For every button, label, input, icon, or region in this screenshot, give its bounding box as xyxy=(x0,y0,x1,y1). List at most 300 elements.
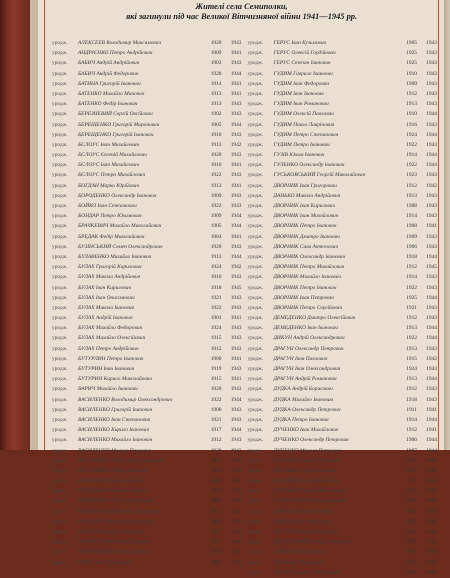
birth-year: 1920 xyxy=(210,447,222,454)
list-item xyxy=(52,537,242,547)
birth-year: 1919 xyxy=(210,366,222,372)
person-name: ДРАГУН Іван Олександрович xyxy=(273,366,341,372)
list-item xyxy=(248,384,438,394)
list-item xyxy=(248,435,438,445)
person-name: ГЕРУС Іван Кузьмович xyxy=(273,40,327,46)
death-year: 1943 xyxy=(230,518,242,525)
death-year: 1943 xyxy=(230,508,242,515)
death-year: 1943 xyxy=(426,172,437,179)
person-name: ГУДИМ Павло Лаврінович xyxy=(273,121,335,128)
person-name: ВИШНЕВСЬКИЙ Федір Юхимович xyxy=(78,508,160,515)
person-name: ДВОРНИК Михайло Іванович xyxy=(273,274,341,281)
person-name: БУЛАХ Андрій Іванович xyxy=(78,315,133,322)
death-year: 1943 xyxy=(426,498,437,505)
birth-year: 1928 xyxy=(210,70,222,77)
birth-year: 1909 xyxy=(406,233,417,240)
birth-year: 1920 xyxy=(406,467,417,474)
birth-place-label: уродж. xyxy=(52,559,68,566)
person-name: ВЕРЕЩАКА Петро Іванович xyxy=(78,478,145,485)
list-item xyxy=(52,527,242,537)
person-name: ДАНЬКО Микола Андрійович xyxy=(273,192,341,199)
birth-place-label: уродж. xyxy=(247,40,264,46)
birth-place-label: уродж. xyxy=(247,447,264,454)
person-name: ГЕРУС Іван Тимонович xyxy=(78,559,132,566)
person-name: БУЛАХ Михайло Олексійович xyxy=(78,335,146,342)
list-item xyxy=(52,446,242,456)
person-name: БУТУРИН Іван Іванович xyxy=(78,366,135,372)
birth-year: 1925 xyxy=(406,294,417,301)
birth-place-label: уродж. xyxy=(52,203,68,209)
list-item xyxy=(248,537,438,547)
birth-place-label: уродж. xyxy=(52,70,68,77)
list-item xyxy=(52,79,242,89)
birth-year: 1912 xyxy=(406,264,417,271)
death-year: 1943 xyxy=(230,172,242,179)
list-item xyxy=(52,395,242,405)
list-item xyxy=(248,99,438,109)
death-year: 1943 xyxy=(426,121,437,128)
list-item xyxy=(52,435,242,445)
birth-place-label: уродж. xyxy=(52,90,68,97)
person-name: ДВОРНИК Сава Антонович xyxy=(273,243,339,250)
birth-place-label: уродж. xyxy=(52,457,68,464)
person-name: БЄЛОУС Іван Михайлович xyxy=(78,162,140,169)
birth-place-label: уродж. xyxy=(52,366,68,372)
list-item xyxy=(248,252,438,262)
list-item xyxy=(52,354,242,364)
person-name: ДУЧЕНКО Олександр Петрович xyxy=(273,437,349,444)
birth-place-label: уродж. xyxy=(247,396,264,403)
person-name: ДВОРНИК Петро Михайлович xyxy=(273,264,345,271)
list-item xyxy=(248,211,438,221)
birth-year: 1902 xyxy=(210,111,222,118)
person-name: ДУЧЕНКО Іван Михайлович xyxy=(273,427,339,434)
death-year: 1943 xyxy=(426,539,437,546)
death-year: 1943 xyxy=(426,457,437,464)
list-item xyxy=(52,69,242,79)
death-year: 1943 xyxy=(426,70,437,77)
birth-year: 1921 xyxy=(406,304,417,311)
person-name: ДЕМЕДЕНКО Іван Іванович xyxy=(273,325,338,332)
birth-year: 1913 xyxy=(210,182,222,189)
birth-place-label: уродж. xyxy=(52,518,68,525)
birth-place-label: уродж. xyxy=(52,478,68,485)
death-year: 1941 xyxy=(230,315,242,322)
birth-year: 1901 xyxy=(210,315,222,322)
birth-place-label: уродж. xyxy=(52,264,68,271)
person-name: БОГДАН Марко Юрійович xyxy=(78,182,140,189)
birth-place-label: уродж. xyxy=(247,335,264,342)
list-item xyxy=(248,527,438,537)
birth-place-label: уродж. xyxy=(247,203,264,209)
birth-year: 1907 xyxy=(406,478,417,485)
death-year: 1944 xyxy=(426,569,437,576)
death-year: 1943 xyxy=(426,559,437,566)
death-year: 1941 xyxy=(230,90,242,97)
birth-year: 1910 xyxy=(406,549,417,556)
person-name: БЄЛОУС Іван Михайлович xyxy=(78,141,140,148)
birth-year: 1922 xyxy=(210,304,222,311)
list-item xyxy=(248,181,438,191)
birth-place-label: уродж. xyxy=(247,294,264,301)
list-item xyxy=(52,89,242,99)
birth-place-label: уродж. xyxy=(247,131,264,138)
death-year: 1943 xyxy=(230,40,242,46)
person-name: БУТУРИН Кирило Миколайович xyxy=(78,376,152,383)
birth-place-label: уродж. xyxy=(247,549,264,556)
person-name: ДВОРНИК Петро Сергійович xyxy=(273,304,343,311)
death-year: 1943 xyxy=(230,437,242,444)
person-name: БЄЛОУС Петро Михайлович xyxy=(78,172,146,179)
birth-place-label: уродж. xyxy=(247,467,264,474)
list-item xyxy=(248,58,438,68)
person-name: БРЕДАК Федір Миколайович xyxy=(78,233,145,240)
list-item xyxy=(52,181,242,191)
birth-year: 1920 xyxy=(406,559,417,566)
birth-year: 1907 xyxy=(406,447,417,454)
person-name: ГАВРИЛЕНКО Петро Іванович xyxy=(78,549,151,556)
death-year: 1943 xyxy=(426,304,437,311)
list-item xyxy=(52,211,242,221)
death-year: 1943 xyxy=(230,203,242,209)
death-year: 1942 xyxy=(230,549,242,556)
list-item xyxy=(248,374,438,384)
person-name: ЗАГУЛА Микола Федорович xyxy=(273,529,338,535)
birth-place-label: уродж. xyxy=(247,284,264,291)
birth-place-label: уродж. xyxy=(247,437,264,444)
death-year: 1943 xyxy=(426,396,437,403)
death-year: 1943 xyxy=(230,60,242,67)
birth-year: 1905 xyxy=(406,40,417,46)
birth-place-label: уродж. xyxy=(247,121,264,128)
death-year: 1942 xyxy=(230,478,242,485)
birth-year: 1909 xyxy=(210,213,222,220)
birth-place-label: уродж. xyxy=(247,498,264,505)
death-year: 1944 xyxy=(230,223,242,230)
person-name: ЗАЇКА Андрій Іванович xyxy=(273,549,327,556)
left-red-rule xyxy=(44,0,45,450)
death-year: 1944 xyxy=(426,335,437,342)
birth-place-label: уродж. xyxy=(52,182,68,189)
list-item xyxy=(52,99,242,109)
birth-place-label: уродж. xyxy=(247,406,264,413)
birth-year: 1913 xyxy=(210,467,222,474)
person-name: ДУЧЕНКО Микола Петрович xyxy=(273,447,342,454)
death-year: 1944 xyxy=(426,111,437,118)
death-year: 1944 xyxy=(230,121,242,128)
birth-place-label: уродж. xyxy=(52,162,68,169)
person-name: ДУДКА Андрій Борисович xyxy=(273,386,333,393)
birth-year: 1913 xyxy=(210,488,222,495)
birth-year: 1922 xyxy=(210,172,222,179)
death-year: 1943 xyxy=(426,40,437,46)
birth-year: 1912 xyxy=(210,437,222,444)
list-item xyxy=(52,160,242,170)
person-name: ГУСЬКОВСЬКИЙ Георгій Миколайович xyxy=(273,172,366,179)
list-item xyxy=(52,293,242,303)
person-name: ГУДИМ Іван Іванович xyxy=(273,90,324,97)
person-name: БАТИНА Григорій Іванович xyxy=(78,80,141,87)
list-item xyxy=(52,170,242,180)
birth-place-label: уродж. xyxy=(247,386,264,393)
list-item xyxy=(52,58,242,68)
death-year: 1941 xyxy=(426,518,437,525)
list-item xyxy=(248,140,438,150)
person-name: ДВОРНИК Петро Іванович xyxy=(273,223,337,230)
birth-year: 1912 xyxy=(406,427,417,434)
person-name: БУЛАХ Петро Андрійович xyxy=(78,345,139,352)
birth-year: 1910 xyxy=(406,111,417,118)
death-year: 1943 xyxy=(426,488,437,495)
list-item xyxy=(248,496,438,506)
birth-year: 1914 xyxy=(406,274,417,281)
birth-place-label: уродж. xyxy=(247,80,264,87)
person-name: ЗАЇКА Іван Петрович xyxy=(273,559,324,566)
birth-year: 1922 xyxy=(406,141,417,148)
birth-place-label: уродж. xyxy=(247,172,264,179)
birth-year: 1913 xyxy=(406,345,417,352)
death-year: 1943 xyxy=(426,60,437,67)
birth-year: 1900 xyxy=(210,355,222,362)
person-name: БУЛАХ Микола Андрійович xyxy=(78,274,141,281)
birth-place-label: уродж. xyxy=(52,467,68,474)
list-item xyxy=(248,293,438,303)
person-name: ГУДИМ Іван Романович xyxy=(273,101,329,108)
list-item xyxy=(248,89,438,99)
death-year: 1942 xyxy=(426,182,437,189)
birth-year: 1920 xyxy=(210,243,222,250)
list-item xyxy=(248,547,438,557)
person-name: АНДРІЄНКО Петро Андрійович xyxy=(78,50,153,57)
person-name: ДВОРНИК Іван Григорович xyxy=(273,182,337,189)
person-name: БЕРЕЗНЕВИЙ Сергій Овсійович xyxy=(78,111,153,118)
birth-place-label: уродж. xyxy=(247,60,264,67)
person-name: ДВОРНИК Іван Петрович xyxy=(273,294,334,301)
list-item xyxy=(248,191,438,201)
birth-year: 1924 xyxy=(210,264,222,271)
death-year: 1943 xyxy=(426,90,437,97)
birth-place-label: уродж. xyxy=(52,223,68,230)
list-item xyxy=(248,262,438,272)
death-year: 1944 xyxy=(230,498,242,505)
list-item xyxy=(248,150,438,160)
birth-year: 1912 xyxy=(406,315,417,322)
birth-year: 1915 xyxy=(406,355,417,362)
birth-place-label: уродж. xyxy=(52,345,68,352)
death-year: 1941 xyxy=(426,406,437,413)
birth-place-label: уродж. xyxy=(52,233,68,240)
birth-year: 1913 xyxy=(406,101,417,108)
birth-year: 1920 xyxy=(210,152,222,159)
death-year: 1943 xyxy=(230,559,242,566)
death-year: 1941 xyxy=(230,355,242,362)
person-name: ГУДИМ Іван Федорович xyxy=(273,80,329,87)
birth-year: 1909 xyxy=(210,50,222,57)
death-year: 1944 xyxy=(426,549,437,556)
death-year: 1943 xyxy=(230,294,242,301)
person-name: ДУДКА Михайло Іванович xyxy=(273,396,334,403)
birth-year: 1923 xyxy=(406,172,417,179)
birth-year: 1923 xyxy=(406,457,417,464)
birth-year: 1911 xyxy=(406,406,417,413)
birth-place-label: уродж. xyxy=(52,80,68,87)
death-year: 1943 xyxy=(426,315,437,322)
person-name: ДЕМЕДЕНКО Дмитро Олексійович xyxy=(273,315,356,322)
death-year: 1943 xyxy=(230,192,242,199)
birth-place-label: уродж. xyxy=(247,427,264,434)
person-name: ДИКУН Андрій Олександрович xyxy=(273,335,345,342)
birth-year: 1924 xyxy=(406,131,417,138)
list-item xyxy=(248,425,438,435)
person-name: ДРАГУН Іван Павлович xyxy=(273,355,328,362)
birth-place-label: уродж. xyxy=(52,508,68,515)
list-item xyxy=(248,354,438,364)
list-item xyxy=(52,323,242,333)
birth-year: 1922 xyxy=(210,203,222,209)
person-name: БАБИЧ Андрій Федорович xyxy=(78,70,139,77)
list-item xyxy=(52,252,242,262)
birth-year: 1909 xyxy=(210,192,222,199)
list-item xyxy=(52,221,242,231)
birth-year: 1907 xyxy=(406,539,417,546)
list-item xyxy=(248,333,438,343)
death-year: 1944 xyxy=(426,416,437,423)
death-year: 1944 xyxy=(230,427,242,434)
person-name: ДУДКА Олександр Петрович xyxy=(273,406,341,413)
list-item xyxy=(248,415,438,425)
birth-year: 1909 xyxy=(406,80,417,87)
list-item xyxy=(248,221,438,231)
birth-year: 1917 xyxy=(210,529,222,535)
page-header xyxy=(38,2,445,22)
person-name: БУЛАХ Михайло Федорович xyxy=(78,325,143,332)
person-name: ДУДКА Петро Іванович xyxy=(273,416,329,423)
list-item xyxy=(52,374,242,384)
list-item xyxy=(52,456,242,466)
list-item xyxy=(248,170,438,180)
person-name: ЖЕВЕДЬ Петро Іванович xyxy=(273,508,333,515)
birth-year: 1914 xyxy=(406,416,417,423)
list-item xyxy=(248,232,438,242)
birth-place-label: уродж. xyxy=(247,539,264,546)
person-name: БУЛАХ Іван Кирилович xyxy=(78,284,132,291)
birth-place-label: уродж. xyxy=(247,376,264,383)
death-year: 1944 xyxy=(426,294,437,301)
list-item xyxy=(248,405,438,415)
birth-place-label: уродж. xyxy=(52,498,68,505)
person-name: ГУДИМ Петро Степанович xyxy=(273,131,339,138)
death-year: 1944 xyxy=(426,325,437,332)
list-item xyxy=(248,446,438,456)
person-name: ДВОРНИК Іван Кирилович xyxy=(273,203,336,209)
person-name: ГАВРИЛЕНКО Андрій Іванович xyxy=(78,539,151,546)
birth-year: 1925 xyxy=(406,50,417,57)
birth-year: 1921 xyxy=(210,294,222,301)
death-year: 1942 xyxy=(426,355,437,362)
person-name: ВЛАСЕНКО Михайло Григорович xyxy=(78,518,155,525)
death-year: 1943 xyxy=(230,386,242,393)
list-item xyxy=(248,79,438,89)
person-name: ДВОРНИК Петро Іванович xyxy=(273,284,337,291)
birth-year: 1913 xyxy=(406,325,417,332)
birth-place-label: уродж. xyxy=(247,101,264,108)
death-year: 1943 xyxy=(426,478,437,485)
list-item xyxy=(248,344,438,354)
person-name: ДВОРНИК Іван Михайлович xyxy=(273,213,339,220)
birth-year: 1897 xyxy=(406,569,417,576)
list-item xyxy=(52,466,242,476)
birth-place-label: уродж. xyxy=(52,274,68,281)
list-item xyxy=(52,405,242,415)
death-year: 1943 xyxy=(426,233,437,240)
birth-year: 1912 xyxy=(406,182,417,189)
death-year: 1943 xyxy=(426,274,437,281)
birth-place-label: уродж. xyxy=(52,152,68,159)
birth-year: 1913 xyxy=(210,101,222,108)
person-name: БАБИЧ Андрій Андрійович xyxy=(78,60,140,67)
list-item xyxy=(248,38,438,48)
list-item xyxy=(248,323,438,333)
list-item xyxy=(52,496,242,506)
birth-place-label: уродж. xyxy=(247,253,264,260)
death-year: 1943 xyxy=(230,366,242,372)
person-name: ДВОРНИК Дмитро Іванович xyxy=(273,233,340,240)
person-name: ВАСИЛЕНКО Петро Іванович xyxy=(78,467,148,474)
birth-place-label: уродж. xyxy=(247,457,264,464)
birth-place-label: уродж. xyxy=(247,488,264,495)
birth-year: 1915 xyxy=(210,457,222,464)
birth-year: 1918 xyxy=(210,284,222,291)
death-year: 1943 xyxy=(230,457,242,464)
birth-place-label: уродж. xyxy=(52,121,68,128)
birth-place-label: уродж. xyxy=(247,223,264,230)
death-year: 1943 xyxy=(230,406,242,413)
birth-year: 1918 xyxy=(406,253,417,260)
death-year: 1944 xyxy=(426,437,437,444)
death-year: 1943 xyxy=(426,386,437,393)
list-item xyxy=(52,283,242,293)
person-name: ДРАГУН Олександр Петрович xyxy=(273,345,344,352)
birth-place-label: уродж. xyxy=(52,549,68,556)
list-item xyxy=(52,232,242,242)
birth-year: 1915 xyxy=(210,376,222,383)
death-year: 1944 xyxy=(426,467,437,474)
list-item xyxy=(248,486,438,496)
birth-year: 1910 xyxy=(210,162,222,169)
birth-place-label: уродж. xyxy=(247,315,264,322)
birth-place-label: уродж. xyxy=(52,192,68,199)
death-year: 1943 xyxy=(426,284,437,291)
birth-year: 1922 xyxy=(406,284,417,291)
list-item xyxy=(248,48,438,58)
person-name: ГУДИМ Олексій Павлович xyxy=(273,111,334,118)
list-item xyxy=(248,507,438,517)
birth-year: 1904 xyxy=(210,233,222,240)
birth-year: 1910 xyxy=(210,539,222,546)
person-name: ГУДИМ Гаврило Іванович xyxy=(273,70,333,77)
list-item xyxy=(248,120,438,130)
death-year: 1943 xyxy=(426,213,437,220)
birth-year: 1924 xyxy=(210,325,222,332)
header-line-2: які загинули під час Великої Вітчизняної війни 1941—1945 рр. xyxy=(125,12,358,21)
death-year: 1944 xyxy=(230,396,242,403)
birth-year: 1910 xyxy=(406,70,417,77)
death-year: 1941 xyxy=(230,50,242,57)
death-year: 1943 xyxy=(426,203,437,209)
person-name: ВАСИЛЕНКО Володимир Олександрович xyxy=(78,396,173,403)
death-year: 1943 xyxy=(230,274,242,281)
death-year: 1943 xyxy=(230,304,242,311)
